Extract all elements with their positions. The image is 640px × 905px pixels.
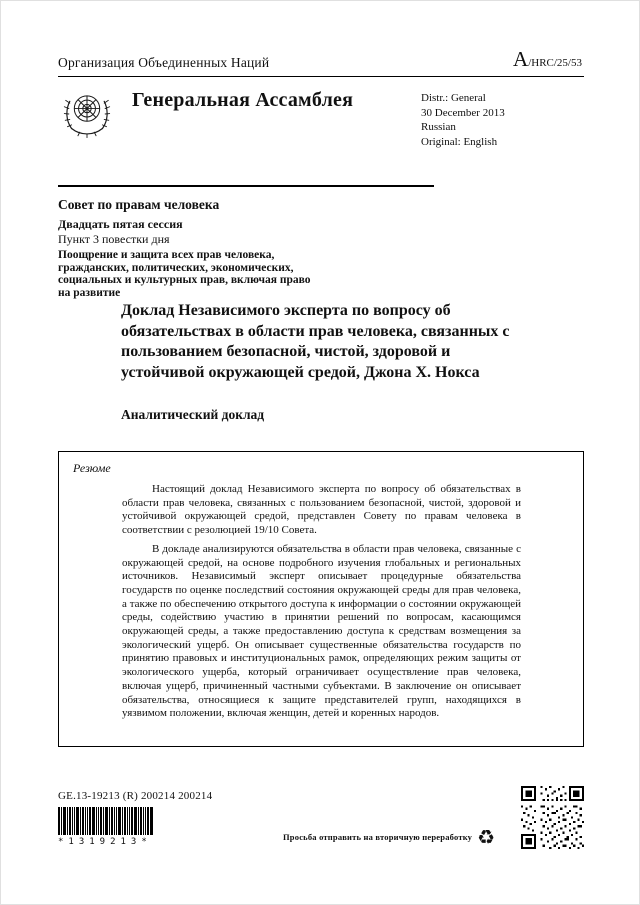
agenda-item: Пункт 3 повестки дня: [58, 232, 170, 246]
barcode-bars: [58, 807, 154, 835]
language-line: Russian: [421, 121, 456, 133]
document-symbol: [513, 49, 582, 71]
document-symbol-suffix: /HRC/25/53: [528, 57, 582, 69]
session-number: Двадцать пятая сессия: [58, 217, 183, 231]
document-header: [58, 49, 582, 71]
recycle-note: Просьба отправить на вторичную переработку: [283, 832, 473, 842]
summary-paragraph: Настоящий доклад Независимого эксперта по вопросу об обязательствах в области прав человека, связанных с пользованием безопасной, чистой, здоровой и устойчивой окружающей средой, представлен Совету по правам человека в соответствии с резолюцией 19/10 Совета.: [122, 483, 521, 537]
recycle-icon: ♻: [477, 825, 496, 849]
session-block: [58, 197, 358, 299]
barcode-text: *1319213*: [58, 837, 152, 847]
original-language-line: Original: English: [421, 135, 498, 148]
council-name: Совет по правам человека: [58, 197, 220, 212]
summary-body: [122, 483, 521, 721]
assembly-title: Генеральная Ассамблея: [132, 89, 354, 111]
organization-name: Организация Объединенных Наций: [58, 55, 270, 70]
barcode: [58, 807, 158, 847]
title-block: [121, 301, 533, 423]
document-reference: GE.13-19213 (R) 200214 200214: [58, 790, 213, 802]
summary-box: [58, 451, 584, 747]
document-symbol-prefix: A: [513, 47, 529, 71]
header-divider: [58, 76, 584, 77]
summary-paragraph: В докладе анализируются обязательства в области прав человека, связанные с окружающей средой, на основе подробного изучения глобальных и региональных источников. Независимый эксперт описывает процедурные обязательства государств по оценке последствий состояния окружающей среды для прав человека, а также по обеспечению открытого доступа к информации о состоянии окружающей среды, содействию участию в принятии решений по вопросам, касающимся окружающей среды, а также предоставлению доступа к средствам возмещения за экологический ущерб. Он описывает существенные обязательства государств по принятию правовых и институциональных рамок, определяющих режим защиты от экологического ущерба, который ограничивает осуществление прав человека, включая ущерб, причиненный частными субъектами. В заключение он описывает обязательства, относящиеся к защите представителей групп, находящихся в уязвимом положении, включая женщин, детей и коренных народов.: [122, 542, 521, 720]
qr-code: [521, 786, 584, 849]
distr-line: Distr.: General: [421, 92, 486, 104]
date-line: 30 December 2013: [421, 106, 505, 119]
distribution-block: [421, 91, 505, 149]
document-title: Доклад Независимого эксперта по вопросу об обязательствах в области прав человека, связанных с пользованием безопасной, чистой, здоровой и устойчивой окружающей средой, Джона Х. Нокса: [121, 302, 510, 381]
masthead-divider: [58, 185, 434, 187]
document-subtitle: Аналитический доклад: [121, 407, 265, 422]
un-emblem-icon: [58, 85, 116, 143]
recycle-note-row: [283, 827, 495, 847]
summary-heading: Резюме: [73, 461, 111, 475]
agenda-item-title: Поощрение и защита всех прав человека, гражданских, политических, экономических, социальных и культурных прав, включая право на развитие: [58, 249, 311, 299]
